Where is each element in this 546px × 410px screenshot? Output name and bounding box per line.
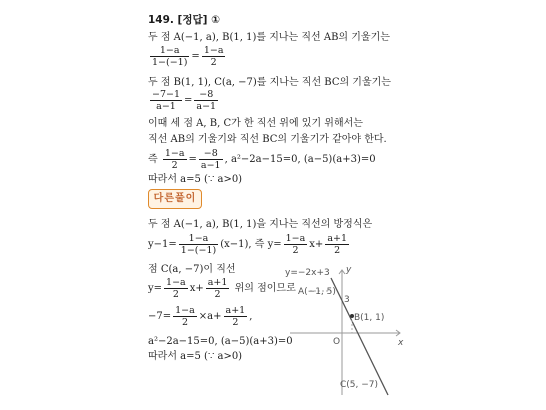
sol2-conclusion: 따라서 a=5 (∵ a>0): [148, 351, 243, 362]
y-axis-label: y: [346, 265, 352, 275]
origin-label: O: [333, 337, 341, 347]
sol2-line4: y= $\frac{1-a}{2}$ x+ $\frac{a+1}{2}$ 위의 점이므로: [148, 277, 296, 300]
sol1-slope-ab: $\frac{1-a}{1-(-1)}$ = $\frac{1-a}{2}$: [152, 45, 224, 68]
sol2-line-equation: y−1= $\frac{1-a}{1-(-1)}$ (x−1), 즉 y= $\frac{1-a}{2}$ x+ $\frac{a+1}{2}$: [148, 233, 347, 256]
fraction: $\frac{1-a}{2}$: [166, 277, 186, 300]
fraction: $\frac{1-a}{2}$: [164, 148, 185, 171]
fraction: $\frac{1-a}{1-(-1)}$: [152, 45, 188, 68]
problem-title: 149. [정답] ①: [148, 14, 220, 26]
fraction: $\frac{1-a}{2}$: [203, 45, 224, 68]
x-axis-label: x: [398, 338, 404, 348]
fraction: $\frac{a+1}{2}$: [225, 305, 246, 328]
intercept-label: 3: [344, 295, 350, 305]
sol2-line3: 점 C(a, −7)이 직선: [148, 264, 236, 275]
sol2-line6: a²−2a−15=0, (a−5)(a+3)=0: [148, 336, 293, 347]
sol1-line1: 두 점 A(−1, a), B(1, 1)를 지나는 직선 AB의 기울기는: [148, 32, 390, 43]
fraction: $\frac{-7-1}{a-1}$: [152, 89, 181, 112]
line-label: y=−2x+3: [285, 268, 330, 278]
fraction: $\frac{1-a}{2}$: [175, 305, 195, 328]
sol2-line5: −7= $\frac{1-a}{2}$ ×a+ $\frac{a+1}{2}$ ,: [148, 305, 253, 328]
point-c-label: C(5, −7): [340, 380, 379, 390]
fraction: $\frac{a+1}{2}$: [207, 277, 228, 300]
sol1-line4: 직선 AB의 기울기와 직선 BC의 기울기가 같아야 한다.: [148, 134, 387, 145]
fraction: $\frac{-8}{a-1}$: [200, 148, 221, 171]
sol2-line1: 두 점 A(−1, a), B(1, 1)을 지나는 직선의 방정식은: [148, 219, 373, 230]
fraction: $\frac{1-a}{2}$: [285, 233, 306, 256]
fraction: $\frac{-8}{a-1}$: [196, 89, 217, 112]
point-b-label: B(1, 1): [354, 313, 385, 323]
sol1-conclusion: 따라서 a=5 (∵ a>0): [148, 174, 243, 185]
sol1-slope-bc: $\frac{-7-1}{a-1}$ = $\frac{-8}{a-1}$: [152, 89, 217, 112]
point-a-label: A(−1, 5): [298, 287, 336, 297]
alternate-solution-badge: 다른풀이: [148, 189, 202, 209]
sol1-line2: 두 점 B(1, 1), C(a, −7)를 지나는 직선 BC의 기울기는: [148, 77, 391, 88]
fraction: $\frac{a+1}{2}$: [327, 233, 347, 256]
fraction: $\frac{1-a}{1-(-1)}$: [180, 233, 217, 256]
sol1-equation: 즉 $\frac{1-a}{2}$ = $\frac{-8}{a-1}$ , a²−2a−15=0, (a−5)(a+3)=0: [148, 148, 376, 171]
sol1-line3: 이때 세 점 A, B, C가 한 직선 위에 있기 위해서는: [148, 118, 363, 129]
